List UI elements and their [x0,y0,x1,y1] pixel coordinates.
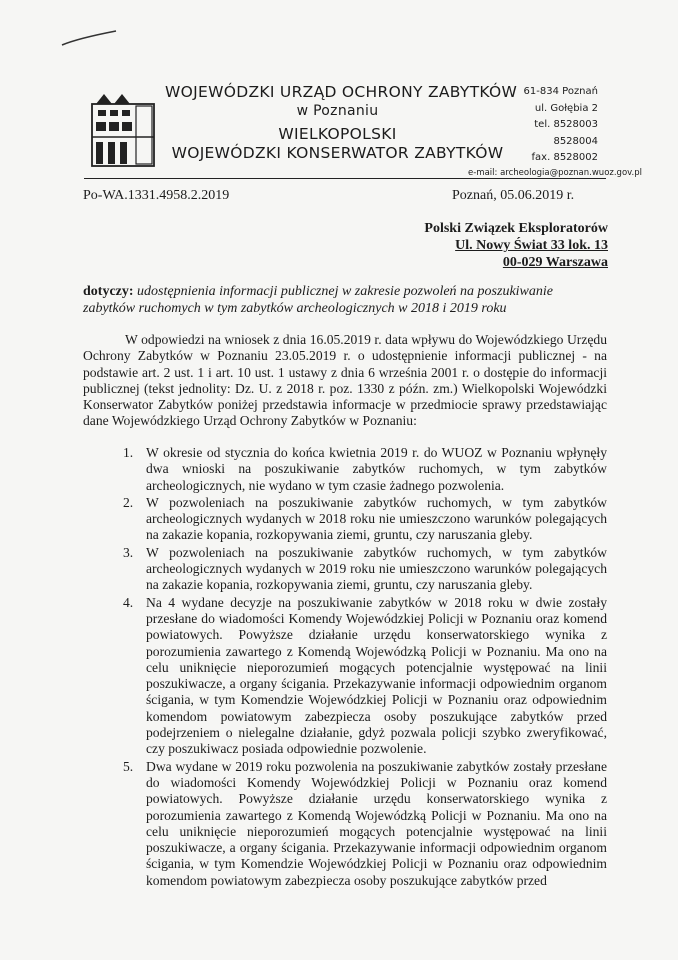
intro-paragraph: W odpowiedzi na wniosek z dnia 16.05.2019 r. data wpływu do Wojewódzkiego Urzędu Ochrony Zabytków w Poznaniu 23.05.2019 r. o udostępnienie informacji publicznej - na podstawie art. 2 ust. 1 i art. 10 ust. 1 ustawy z dnia 6 września 2001 r. o dostępie do informacji publicznej (tekst jednolity: Dz. U. z 2018 r. poz. 1330 z późn. zm.) Wielkopolski Wojewódzki Konserwator Zabytków poniżej przedstawia informacje w przedmiocie sprawy przedstawiając dane Wojewódzkiego Urząd Ochrony Zabytków w Poznaniu: [83,332,607,429]
recipient-address [400,220,608,271]
list-item [123,595,607,758]
list-item-text: W pozwoleniach na poszukiwanie zabytków ruchomych, w tym zabytków archeologicznych wydanych w 2018 roku nie umieszczono warunków polegających na zakazie kopania, rozkopywania ziemi, gruntu, czy naruszania gleby. [146,494,607,543]
contact-block [468,84,642,180]
street-address: ul. Gołębia 2 [534,102,598,114]
institution-line-2: w Poznaniu [296,103,379,119]
telephone-2: 8528004 [553,135,598,147]
building-logo-icon [88,82,158,170]
list-item [123,759,607,889]
list-item [123,445,607,494]
list-item-number: 4. [123,594,134,610]
institution-line-3: WIELKOPOLSKI [278,125,397,143]
telephone-1: tel. 8528003 [534,119,598,130]
header-divider [84,178,606,179]
subject-label: dotyczy: [83,284,134,299]
list-item-text: Na 4 wydane decyzje na poszukiwanie zabytków w 2018 roku w dwie zostały przesłane do wiadomości Komendy Wojewódzkiej Policji w Poznaniu oraz komend powiatowych. Powyższe działanie urzędu konserwatorskiego wynika z porozumienia zawartego z Komendą Wojewódzką Policji w Poznaniu. Ma ono na celu uniknięcie nieporozumień mogących potencjalnie występować na linii poszukiwacze, a organy ścigania. Przekazywanie informacji odpowiednim organom ścigania, w tym Komendzie Wojewódzkiej Policji w Poznaniu oraz odpowiednim komendom powiatowym zabezpiecza osoby poszukujące zabytków przed podejrzeniem o nielegalne działanie, gdyż pozwala policji szybko zweryfikować, czy poszukiwacz posiada odpowiednie pozwolenie. [146,594,607,757]
list-item-text: Dwa wydane w 2019 roku pozwolenia na poszukiwanie zabytków zostały przesłane do wiadomości Komendy Wojewódzkiej Policji w Poznaniu oraz komend powiatowych. Powyższe działanie urzędu konserwatorskiego wynika z porozumienia zawartego z Komendą Wojewódzką Policji w Poznaniu. Ma ono na celu uniknięcie nieporozumień mogących potencjalnie występować na linii poszukiwacze, a organy ścigania. Przekazywanie informacji odpowiednim organom ścigania, w tym Komendzie Wojewódzkiej Policji w Poznaniu oraz odpowiednim komendom powiatowym zabezpiecza osoby poszukujące zabytków przed [146,758,607,888]
list-item-number: 5. [123,758,134,774]
list-item-number: 1. [123,445,134,460]
list-item-text: W pozwoleniach na poszukiwanie zabytków ruchomych, w tym zabytków archeologicznych wydanych w 2019 roku nie umieszczono warunków polegających na zakazie kopania, rozkopywania ziemi, gruntu, czy naruszania gleby. [146,544,607,593]
subject-text: udostępnienia informacji publicznej w zakresie pozwoleń na poszukiwanie zabytków ruchomych w tym zabytków archeologicznych w 2018 i 2019 roku [83,284,553,316]
list-item [123,495,607,544]
subject-line [83,284,608,317]
institution-line-1: WOJEWÓDZKI URZĄD OCHRONY ZABYTKÓW [165,83,518,101]
postal-code: 61-834 Poznań [523,86,598,97]
place-date: Poznań, 05.06.2019 r. [452,188,575,203]
email-address: e-mail: archeologia@poznan.wuoz.gov.pl [468,167,642,178]
list-item [123,545,607,594]
pen-mark-icon [60,28,120,48]
fax-number: fax. 8528002 [531,152,598,163]
recipient-name: Polski Związek Eksploratorów [424,221,608,236]
reference-number: Po-WA.1331.4958.2.2019 [83,188,230,203]
institution-line-4: WOJEWÓDZKI KONSERWATOR ZABYTKÓW [171,144,504,162]
recipient-street: Ul. Nowy Świat 33 lok. 13 [455,238,608,253]
list-item-number: 2. [123,494,134,510]
recipient-city: 00-029 Warszawa [502,255,608,270]
institution-name [165,83,518,163]
points-list [123,445,607,890]
list-item-text: W okresie od stycznia do końca kwietnia 2019 r. do WUOZ w Poznaniu wpłynęły dwa wnioski na poszukiwanie zabytków ruchomych, w tym zabytków archeologicznych, nie wydano w tym czasie żadnego pozwolenia. [146,445,607,493]
list-item-number: 3. [123,544,134,560]
